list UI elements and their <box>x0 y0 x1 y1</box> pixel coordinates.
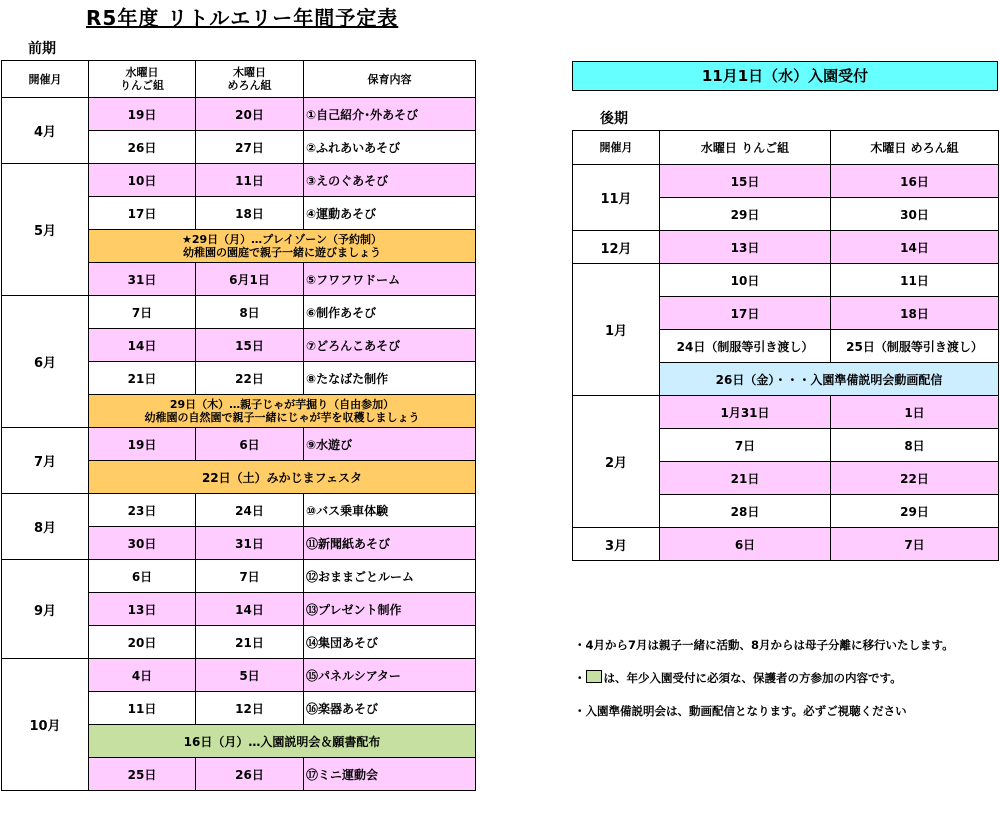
thu-date: 26日 <box>196 758 304 791</box>
thu-date: 22日 <box>196 362 304 395</box>
activity: ⑥制作あそび <box>304 296 476 329</box>
activity: ⑤フワフワドーム <box>304 263 476 296</box>
thu-date: 1日 <box>831 396 999 429</box>
wed-date: 14日 <box>89 329 196 362</box>
thu-date: 16日 <box>831 165 999 198</box>
wed-date: 17日 <box>89 197 196 230</box>
header-thu: 木曜日 めろん組 <box>831 131 999 165</box>
thu-date: 30日 <box>831 198 999 231</box>
thu-date: 6日 <box>196 428 304 461</box>
thu-date: 24日 <box>196 494 304 527</box>
event-line: 29日（木）…親子じゃが芋掘り（自由参加） <box>169 398 395 411</box>
event-banner <box>89 395 476 428</box>
header-wed: 水曜日 りんご組 <box>89 61 196 98</box>
wed-date: 20日 <box>89 626 196 659</box>
event-banner <box>89 230 476 263</box>
month-cell: 2月 <box>573 396 660 528</box>
header-month: 開催月 <box>2 61 89 98</box>
wed-date: 1月31日 <box>660 396 831 429</box>
thu-date: 20日 <box>196 98 304 131</box>
event-line: 幼稚園の自然園で親子一緒にじゃが芋を収穫しましょう <box>144 411 420 424</box>
note-video: ・入園準備説明会は、動画配信となります。必ずご視聴ください <box>574 704 907 718</box>
activity: ①自己紹介･外あそび <box>304 98 476 131</box>
wed-date: 7日 <box>89 296 196 329</box>
activity: ⑦どろんこあそび <box>304 329 476 362</box>
month-cell: 3月 <box>573 528 660 561</box>
activity: ⑭集団あそび <box>304 626 476 659</box>
thu-date: 6月1日 <box>196 263 304 296</box>
month-cell: 8月 <box>2 494 89 560</box>
wed-date: 25日 <box>89 758 196 791</box>
event-line: 幼稚園の園庭で親子一緒に遊びましょう <box>183 246 381 259</box>
second-half-table <box>572 130 999 561</box>
thu-date: 11日 <box>196 164 304 197</box>
wed-date: 11日 <box>89 692 196 725</box>
wed-date: 13日 <box>89 593 196 626</box>
activity: ⑩バス乗車体験 <box>304 494 476 527</box>
wed-date: 19日 <box>89 98 196 131</box>
wed-date: 17日 <box>660 297 831 330</box>
wed-date: 26日 <box>89 131 196 164</box>
thu-date: 27日 <box>196 131 304 164</box>
wed-date: 30日 <box>89 527 196 560</box>
thu-date: 29日 <box>831 495 999 528</box>
wed-date: 19日 <box>89 428 196 461</box>
month-cell: 11月 <box>573 165 660 231</box>
month-cell: 5月 <box>2 164 89 296</box>
activity: ⑯楽器あそび <box>304 692 476 725</box>
activity: ⑧たなばた制作 <box>304 362 476 395</box>
header-month: 開催月 <box>573 131 660 165</box>
wed-date: 10日 <box>660 264 831 297</box>
note-bullet: ・ <box>574 671 586 685</box>
enrollment-banner: 11月1日（水）入園受付 <box>572 61 998 91</box>
thu-date: 31日 <box>196 527 304 560</box>
thu-date: 12日 <box>196 692 304 725</box>
event-line: ★29日（月）…プレイゾーン（予約制） <box>182 233 382 246</box>
thu-date: 14日 <box>196 593 304 626</box>
wed-date: 6日 <box>89 560 196 593</box>
activity: ③えのぐあそび <box>304 164 476 197</box>
wed-date: 15日 <box>660 165 831 198</box>
month-cell: 12月 <box>573 231 660 264</box>
wed-date: 10日 <box>89 164 196 197</box>
header-content: 保育内容 <box>304 61 476 98</box>
header-wed: 水曜日 りんご組 <box>660 131 831 165</box>
activity: ⑰ミニ運動会 <box>304 758 476 791</box>
page-title: R5年度 リトルエリー年間予定表 <box>86 6 399 30</box>
activity: ②ふれあいあそび <box>304 131 476 164</box>
thu-date: 11日 <box>831 264 999 297</box>
first-half-label: 前期 <box>28 41 56 57</box>
thu-date: 7日 <box>831 528 999 561</box>
first-half-table <box>1 60 476 791</box>
wed-date: 31日 <box>89 263 196 296</box>
thu-date: 15日 <box>196 329 304 362</box>
month-cell: 7月 <box>2 428 89 494</box>
wed-date: 13日 <box>660 231 831 264</box>
wed-date: 21日 <box>89 362 196 395</box>
thu-date: 7日 <box>196 560 304 593</box>
event-banner: 16日（月）…入園説明会＆願書配布 <box>89 725 476 758</box>
month-cell: 6月 <box>2 296 89 428</box>
thu-date: 25日（制服等引き渡し） <box>831 330 999 363</box>
activity: ⑪新聞紙あそび <box>304 527 476 560</box>
green-swatch-icon <box>586 670 602 683</box>
thu-date: 18日 <box>831 297 999 330</box>
second-half-label: 後期 <box>600 111 628 127</box>
wed-date: 28日 <box>660 495 831 528</box>
note-family-activity: ・4月から7月は親子一緒に活動、8月からは母子分離に移行いたします。 <box>574 638 954 652</box>
thu-date: 21日 <box>196 626 304 659</box>
wed-date: 24日（制服等引き渡し） <box>660 330 831 363</box>
wed-date: 7日 <box>660 429 831 462</box>
header-thu: 木曜日 めろん組 <box>196 61 304 98</box>
activity: ⑬プレゼント制作 <box>304 593 476 626</box>
activity: ⑮パネルシアター <box>304 659 476 692</box>
event-banner: 22日（土）みかじまフェスタ <box>89 461 476 494</box>
activity: ⑨水遊び <box>304 428 476 461</box>
thu-date: 8日 <box>831 429 999 462</box>
wed-date: 21日 <box>660 462 831 495</box>
wed-date: 4日 <box>89 659 196 692</box>
thu-date: 14日 <box>831 231 999 264</box>
month-cell: 10月 <box>2 659 89 791</box>
event-banner: 26日（金）・・・入園準備説明会動画配信 <box>660 363 999 396</box>
activity: ④運動あそび <box>304 197 476 230</box>
month-cell: 1月 <box>573 264 660 396</box>
note-legend-text: は、年少入園受付に必須な、保護者の方参加の内容です。 <box>603 671 902 685</box>
activity: ⑫おままごとルーム <box>304 560 476 593</box>
thu-date: 18日 <box>196 197 304 230</box>
wed-date: 29日 <box>660 198 831 231</box>
note-legend <box>574 670 902 686</box>
month-cell: 4月 <box>2 98 89 164</box>
wed-date: 6日 <box>660 528 831 561</box>
month-cell: 9月 <box>2 560 89 659</box>
thu-date: 22日 <box>831 462 999 495</box>
wed-date: 23日 <box>89 494 196 527</box>
thu-date: 5日 <box>196 659 304 692</box>
thu-date: 8日 <box>196 296 304 329</box>
